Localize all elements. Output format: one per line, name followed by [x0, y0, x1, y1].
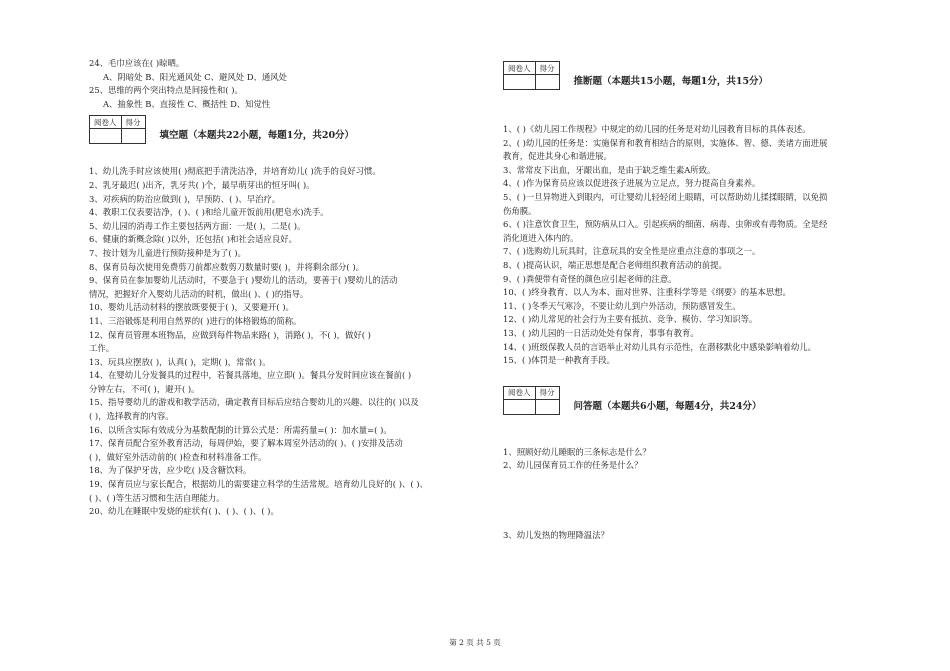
judgement-line: 13、( )幼儿园的一日活动处处有保育，事事有教育。	[503, 327, 699, 338]
left-column	[89, 57, 489, 519]
fill-blank-line: 18、为了保护牙齿，应少吃( )及含糖饮料。	[89, 465, 252, 476]
page-number: 第 2 页 共 5 页	[449, 638, 501, 647]
fill-blank-line: 15、指导婴幼儿的游戏和教学活动，确定教育目标后应结合婴幼儿的兴趣、以往的( )以及	[89, 397, 419, 408]
fill-blank-line: 14、在婴幼儿分发餐具的过程中，若餐具落地，应立即( )。餐具分发时间应该在餐前( )	[89, 370, 412, 381]
fill-blank-title: 填空题（本题共22小题，每题1分，共20分）	[159, 130, 355, 142]
fill-blank-line: 8、保育员每次使用免费剪刀前都应数剪刀数量时要( )，并将剩余部分( )。	[89, 261, 364, 272]
fill-blank-line: 11、三浴锻炼是利用自然界的( )进行的体格锻炼的简称。	[89, 315, 302, 326]
fill-blank-line: 2、乳牙最迟( )出齐，乳牙共( )个，最早萌芽出的恒牙叫( )。	[89, 179, 315, 190]
grader-label: 阅卷人	[90, 116, 122, 129]
judgement-line: 伤角膜。	[503, 205, 537, 216]
score-box	[89, 115, 146, 144]
question-24: 24、毛巾应该在( )晾晒。	[89, 58, 185, 68]
judgement-title: 推断题（本题共15小题，每题1分，共15分）	[573, 76, 769, 87]
judgement-line: 教育，促进其身心和谐进展。	[503, 151, 612, 162]
fill-blank-line: 7、按计划为儿童进行预防接种是为了( )。	[89, 247, 246, 258]
judgement-line: 8、( )提高认识，端正思想是配合老师组织教育活动的前提。	[503, 259, 727, 270]
judgement-line: 4、( )作为保育员应该以促进孩子进展为立足点，努力提高自身素养。	[503, 178, 761, 189]
judgement-line: 11、( )冬季天气寒冷，不要让幼儿到户外活动，预防感冒发生。	[503, 300, 741, 311]
fill-blank-line: 10、婴幼儿活动材料的摆放既要便于( )，又要避开( )。	[89, 302, 294, 313]
fill-blank-line: ( )，做好室外活动前的( )检查和材料准备工作。	[89, 451, 267, 462]
fill-blank-line: 16、以所含实际有效成分为基数配制的计算公式是：所需药量=( )：加水量=( )。	[89, 424, 392, 435]
judgement-list	[503, 123, 903, 368]
fill-blank-line: 分钟左右，不可( )，避开( )。	[89, 383, 200, 394]
qa-question-2: 2、幼儿园保育员工作的任务是什么？	[503, 460, 643, 471]
judgement-line: 7、( )选购幼儿玩具时，注意玩具的安全性是应重点注意的事项之一。	[503, 246, 761, 257]
score-label: 得分	[121, 116, 145, 129]
grader-label: 阅卷人	[504, 386, 536, 399]
qa-section-header	[503, 386, 903, 420]
question-25: 25、思维的两个突出特点是间接性和( )。	[89, 85, 243, 96]
fill-blank-list	[89, 165, 489, 518]
qa-title: 问答题（本题共6小题，每题4分，共24分）	[573, 400, 762, 412]
score-label: 得分	[535, 62, 559, 75]
judgement-section-header	[503, 61, 903, 95]
judgement-line: 10、( )终身教育、以人为本、面对世界、注重科学等是《纲要》的基本思想。	[503, 287, 791, 298]
fill-blank-line: 13、玩具应摆放( )，认真( )，定期( )，常常( )。	[89, 356, 271, 367]
fill-blank-line: ( )、( )等生活习惯和生活自理能力。	[89, 492, 225, 503]
question-24-options: A、阴暗处 B、阳光通风处 C、避风处 D、通风处	[103, 71, 288, 82]
fill-blank-line: 12、保育员管理本班物品，应做到每件物品来路( )，消路( )，不( )，做好( )	[89, 329, 371, 340]
fill-blank-line: 6、健康的新概念除( )以外，还包括( )和社会适应良好。	[89, 234, 297, 245]
fill-blank-line: 3、对疾病的防治应做到( )，早预防、( )、早治疗。	[89, 193, 281, 204]
fill-blank-line: ( )，选择教育的内容。	[89, 411, 174, 422]
qa-question-1: 1、照顾好幼儿睡眠的三条标志是什么？	[503, 446, 651, 457]
judgement-line: 1、( )《幼儿园工作规程》中规定的幼儿园的任务是对幼儿园教育目标的具体表述。	[503, 124, 811, 134]
qa-question-3: 3、幼儿发热的物理降温法？	[503, 529, 609, 540]
fill-blank-line: 4、教职工仪表要洁净，( )、( )和给儿童开饭前用(肥皂水)洗手。	[89, 207, 329, 218]
judgement-line: 2、( )幼儿园的任务是：实施保育和教育相结合的原则，实施体、智、德、美诸方面进展	[503, 137, 828, 148]
judgement-line: 6、( )注意饮食卫生，预防病从口入。引起疾病的细菌、病毒、虫卵或有毒物质。全是经	[503, 219, 828, 230]
grader-label: 阅卷人	[504, 62, 536, 75]
judgement-line: 14、( )班级保教人员的言语举止对幼儿具有示范性，在潜移默化中感染影响着幼儿。	[503, 341, 816, 352]
score-box	[503, 61, 560, 90]
judgement-line: 消化道进入体内的。	[503, 232, 579, 243]
fill-blank-line: 工作。	[89, 343, 115, 354]
right-column	[503, 57, 903, 542]
question-25-options: A、抽象性 B、直接性 C、概括性 D、知觉性	[103, 98, 271, 109]
fill-blank-line: 情况，把握好介入婴幼儿活动的时机，做出( )、( )的指导。	[89, 288, 309, 299]
judgement-line: 9、( )粪便带有奇怪的颜色应引起老师的注意。	[503, 273, 677, 284]
fill-blank-line: 19、保育员应与家长配合，根据幼儿的需要建立科学的生活常规。培育幼儿良好的( )、( )、	[89, 479, 428, 490]
judgement-line: 5、( )一旦异物进入到眼内，可让婴幼儿轻轻闭上眼睛，可以帮助幼儿揉揉眼睛，以免损	[503, 191, 828, 202]
fill-blank-line: 5、幼儿园的消毒工作主要包括两方面：一是( )，二是( )。	[89, 220, 306, 231]
score-label: 得分	[535, 386, 559, 399]
score-box	[503, 386, 560, 415]
fill-blank-line: 20、幼儿在睡眠中发烧的症状有( )、( )、( )、( )。	[89, 506, 279, 517]
fill-blank-line: 1、幼儿洗手时应该使用( )彻底把手清洗洁净，并培育幼儿( )洗手的良好习惯。	[89, 166, 381, 177]
judgement-line: 3、常常皮下出血，牙龈出血，是由于缺乏维生素A所致。	[503, 164, 716, 175]
fill-blank-line: 17、保育员配合室外教育活动，每周伊始，要了解本周室外活动的( )、( )安排及活动	[89, 438, 403, 449]
judgement-line: 12、( )幼儿常见的社会行为主要有抵抗、竞争、模仿、学习知识等。	[503, 314, 758, 325]
judgement-line: 15、( )体罚是一种教育手段。	[503, 355, 615, 366]
fill-blank-section-header	[89, 115, 489, 149]
fill-blank-line: 9、保育员在参加婴幼儿活动时，不要急于( )婴幼儿的活动，要善于( )婴幼儿的活动	[89, 275, 398, 286]
